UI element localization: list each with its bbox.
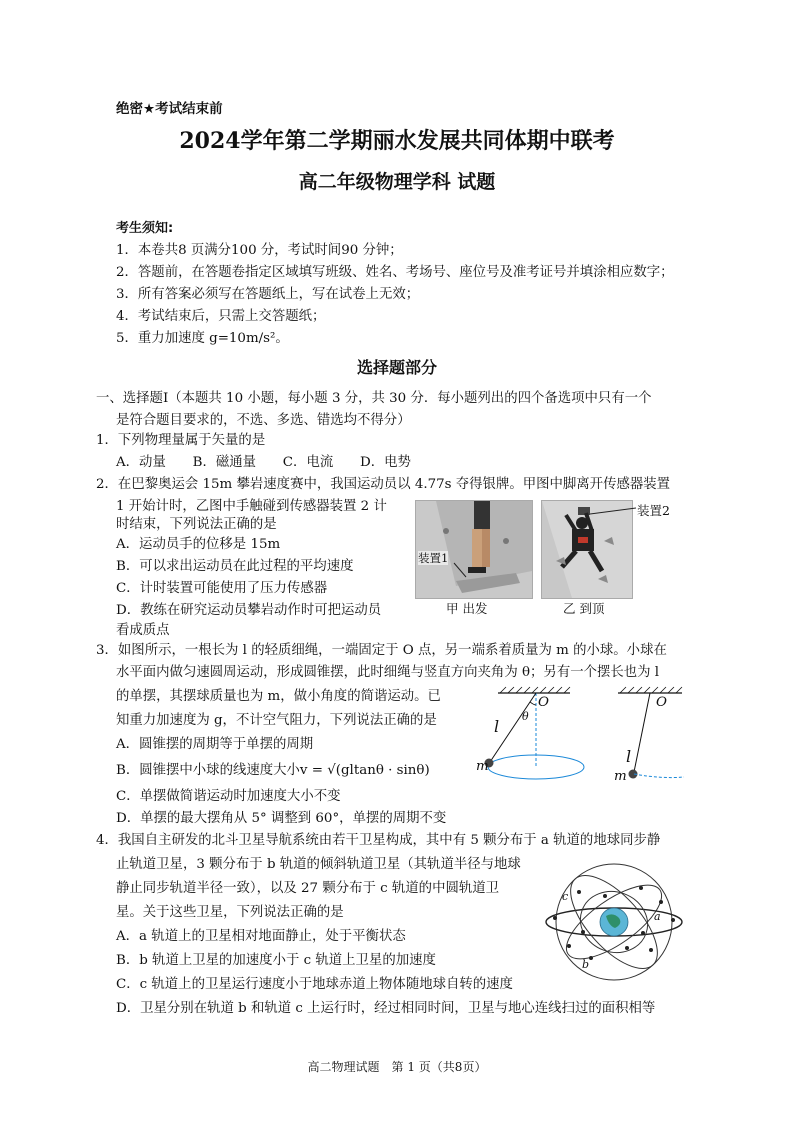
device-2-label: 装置2: [637, 503, 670, 518]
question-3-option-d: D．单摆的最大摆角从 5° 调整到 60°，单摆的周期不变: [116, 811, 447, 826]
pivot-label-o: O: [538, 695, 549, 710]
device-1-label: 装置1: [418, 551, 449, 565]
question-2-line: 时结束，下列说法正确的是: [116, 517, 277, 532]
notice-item: 1．本卷共8 页满分100 分，考试时间90 分钟；: [116, 243, 403, 258]
question-3-line: 水平面内做匀速圆周运动，形成圆锥摆，此时细绳与竖直方向夹角为 θ；另有一个摆长也为 l: [116, 665, 660, 680]
notice-item: 2．答题前，在答题卷指定区域填写班级、姓名、考场号、座位号及准考证号并填涂相应数字；: [116, 265, 674, 280]
mass-label-m-2: m: [614, 769, 627, 784]
question-2-option-d-cont: 看成质点: [116, 623, 170, 638]
notice-heading: 考生须知:: [116, 221, 174, 236]
question-4-option-d: D．卫星分别在轨道 b 和轨道 c 上运行时，经过相同时间，卫星与地心连线扫过的面积相等: [116, 1001, 656, 1016]
question-4-line: 星。关于这些卫星，下列说法正确的是: [116, 905, 344, 920]
device-2-pointer: [590, 502, 640, 518]
question-3-option-b: B．圆锥摆中小球的线速度大小v = √(gltanθ · sinθ): [116, 763, 430, 778]
question-3-option-c: C．单摆做简谐运动时加速度大小不变: [116, 789, 341, 804]
question-2-option-d: D．教练在研究运动员攀岩动作时可把运动员: [116, 603, 382, 618]
length-label-l-2: l: [626, 747, 632, 766]
question-4-option-b: B．b 轨道上卫星的加速度小于 c 轨道上卫星的加速度: [116, 953, 436, 968]
orbit-label-a: a: [654, 910, 661, 923]
question-3-option-a: A．圆锥摆的周期等于单摆的周期: [116, 737, 314, 752]
question-4-line: 止轨道卫星，3 颗分布于 b 轨道的倾斜轨道卫星（其轨道半径与地球: [116, 857, 521, 872]
question-4-option-c: C．c 轨道上的卫星运行速度小于地球赤道上物体随地球自转的速度: [116, 977, 513, 992]
confidential-mark: 绝密★考试结束前: [116, 101, 223, 117]
notice-item: 5．重力加速度 g=10m/s²。: [116, 331, 289, 346]
exam-subtitle: 高二年级物理学科 试题: [298, 171, 496, 193]
question-1-stem: 1．下列物理量属于矢量的是: [96, 433, 266, 448]
satellite-orbits-diagram: [543, 862, 685, 982]
pivot-label-o-2: O: [656, 695, 667, 710]
question-4-option-a: A．a 轨道上的卫星相对地面静止，处于平衡状态: [116, 929, 406, 944]
figure-caption-start: 甲 出发: [446, 601, 488, 616]
exam-title: 2024学年第二学期丽水发展共同体期中联考: [179, 128, 615, 154]
climber-start-photo: [415, 500, 533, 599]
mass-label-m: m: [476, 759, 489, 774]
question-3-line: 3．如图所示，一根长为 l 的轻质细绳，一端固定于 O 点，另一端系着质量为 m 的小球。小球在: [96, 643, 667, 658]
notice-item: 3．所有答案必须写在答题纸上，写在试卷上无效；: [116, 287, 420, 302]
length-label-l: l: [494, 717, 500, 736]
question-2-option-b: B．可以求出运动员在此过程的平均速度: [116, 559, 354, 574]
question-2-option-c: C．计时装置可能使用了压力传感器: [116, 581, 328, 596]
notice-item: 4．考试结束后，只需上交答题纸；: [116, 309, 326, 324]
question-1-options: A．动量 B．磁通量 C．电流 D．电势: [116, 455, 411, 470]
question-3-line: 的单摆，其摆球质量也为 m，做小角度的简谐运动。已: [116, 689, 441, 704]
question-4-line: 静止同步轨道半径一致），以及 27 颗分布于 c 轨道的中圆轨道卫: [116, 881, 500, 896]
part-instructions: 一、选择题Ⅰ（本题共 10 小题，每小题 3 分，共 30 分．每小题列出的四个备选项中只有一个: [96, 391, 652, 406]
section-title: 选择题部分: [356, 358, 437, 377]
question-4-line: 4．我国自主研发的北斗卫星导航系统由若干卫星构成，其中有 5 颗分布于 a 轨道的地球同步静: [96, 833, 661, 848]
orbit-label-c: c: [562, 890, 569, 903]
orbit-label-b: b: [582, 958, 590, 971]
question-2-option-a: A．运动员手的位移是 15m: [116, 537, 281, 552]
figure-caption-top: 乙 到顶: [563, 601, 605, 616]
angle-label-theta: θ: [522, 710, 529, 723]
question-3-line: 知重力加速度为 g，不计空气阻力，下列说法正确的是: [116, 713, 437, 728]
question-2-line: 2．在巴黎奥运会 15m 攀岩速度赛中，我国运动员以 4.77s 夺得银牌。甲图中脚离开传感器装置: [96, 477, 671, 492]
part-instructions-cont: 是符合题目要求的，不选、多选、错选均不得分）: [116, 413, 411, 428]
question-2-line: 1 开始计时，乙图中手触碰到传感器装置 2 计: [116, 499, 387, 514]
page-footer: 高二物理试题 第 1 页（共8页）: [307, 1060, 487, 1074]
